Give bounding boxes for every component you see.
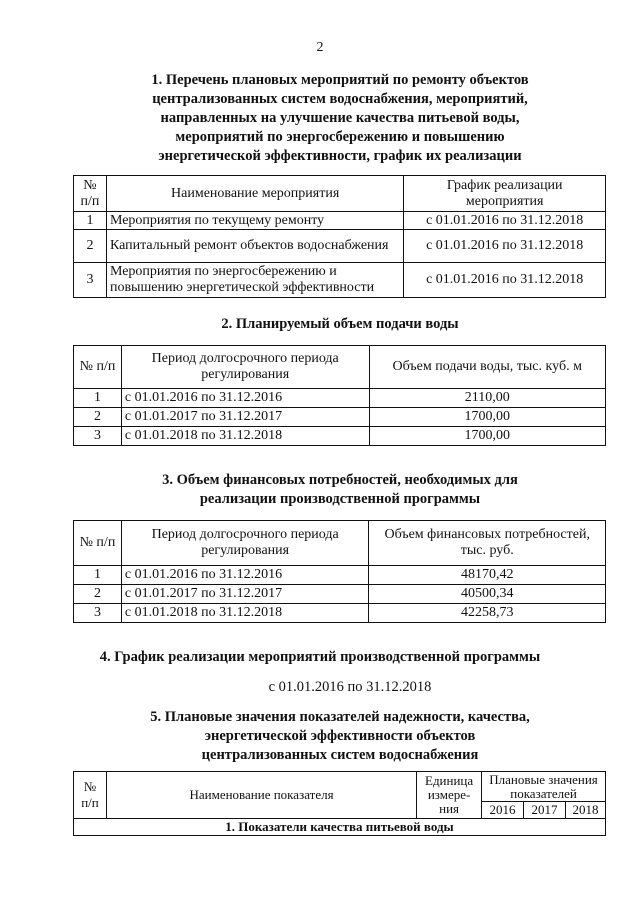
header-year: 2018 xyxy=(565,802,605,819)
section3-table xyxy=(73,520,606,623)
section1-title-line: мероприятий по энергосбережению и повышению xyxy=(175,129,505,145)
header-period: Период долгосрочного периода регулирования xyxy=(121,346,369,389)
section5-table xyxy=(73,771,606,836)
row-period: с 01.01.2017 по 31.12.2017 xyxy=(121,585,369,604)
row-num: 1 xyxy=(74,566,122,585)
section4-period: с 01.01.2016 по 31.12.2018 xyxy=(268,679,432,695)
row-schedule: с 01.01.2016 по 31.12.2018 xyxy=(404,212,606,230)
row-num: 2 xyxy=(74,408,122,427)
header-period: Период долгосрочного периода регулирования xyxy=(121,521,369,566)
section4-title: 4. График реализации мероприятий производственной программы xyxy=(99,649,541,665)
table-row xyxy=(74,389,606,408)
table-row xyxy=(74,427,606,446)
row-schedule: с 01.01.2016 по 31.12.2018 xyxy=(404,263,606,298)
row-period: с 01.01.2016 по 31.12.2016 xyxy=(121,389,369,408)
row-volume: 1700,00 xyxy=(369,408,606,427)
section1-title-line: энергетической эффективности, график их реализации xyxy=(158,148,522,164)
row-name: Мероприятия по энергосбережению и повышению энергетической эффективности xyxy=(106,263,403,298)
header-schedule: График реализации мероприятия xyxy=(404,176,606,212)
header-num: № п/п xyxy=(74,521,122,566)
header-planned-values: Плановые значения показателей xyxy=(482,772,606,802)
section5-title-line: 5. Плановые значения показателей надежности, качества, xyxy=(150,709,530,725)
section5-title-line: энергетической эффективности объектов xyxy=(204,728,476,744)
section1-title-line: 1. Перечень плановых мероприятий по ремонту объектов xyxy=(151,72,529,88)
row-finance: 42258,73 xyxy=(369,604,606,623)
table-row xyxy=(74,585,606,604)
row-period: с 01.01.2016 по 31.12.2016 xyxy=(121,566,369,585)
section3-title-line: реализации производственной программы xyxy=(199,491,481,507)
header-year: 2017 xyxy=(524,802,566,819)
header-num: № п/п xyxy=(74,176,107,212)
row-volume: 2110,00 xyxy=(369,389,606,408)
section3-title xyxy=(0,471,640,509)
row-name: Капитальный ремонт объектов водоснабжения xyxy=(106,230,403,263)
table-row xyxy=(74,230,606,263)
section1-table xyxy=(73,175,606,298)
section2-table xyxy=(73,345,606,446)
row-num: 2 xyxy=(74,585,122,604)
header-finance: Объем финансовых потребностей, тыс. руб. xyxy=(369,521,606,566)
row-num: 3 xyxy=(74,263,107,298)
section1-title-line: направленных на улучшение качества питьевой воды, xyxy=(160,110,520,126)
row-period: с 01.01.2017 по 31.12.2017 xyxy=(121,408,369,427)
row-num: 1 xyxy=(74,212,107,230)
table-row xyxy=(74,408,606,427)
header-name: Наименование мероприятия xyxy=(106,176,403,212)
row-schedule: с 01.01.2016 по 31.12.2018 xyxy=(404,230,606,263)
row-period: с 01.01.2018 по 31.12.2018 xyxy=(121,427,369,446)
row-finance: 40500,34 xyxy=(369,585,606,604)
table-row xyxy=(74,566,606,585)
row-finance: 48170,42 xyxy=(369,566,606,585)
table-row xyxy=(74,604,606,623)
row-num: 3 xyxy=(74,604,122,623)
table-row xyxy=(74,212,606,230)
header-indicator-name: Наименование показателя xyxy=(106,772,416,819)
section1-title xyxy=(0,71,640,166)
row-num: 3 xyxy=(74,427,122,446)
section2-title: 2. Планируемый объем подачи воды xyxy=(221,316,459,332)
section5-title-line: централизованных систем водоснабжения xyxy=(201,747,479,763)
row-volume: 1700,00 xyxy=(369,427,606,446)
header-num: № п/п xyxy=(74,772,107,819)
row-name: Мероприятия по текущему ремонту xyxy=(106,212,403,230)
subsection-title: 1. Показатели качества питьевой воды xyxy=(74,819,606,836)
row-num: 1 xyxy=(74,389,122,408)
header-unit: Единица измере-ния xyxy=(417,772,482,819)
header-year: 2016 xyxy=(482,802,524,819)
row-period: с 01.01.2018 по 31.12.2018 xyxy=(121,604,369,623)
section3-title-line: 3. Объем финансовых потребностей, необходимых для xyxy=(162,472,518,488)
header-num: № п/п xyxy=(74,346,122,389)
section1-title-line: централизованных систем водоснабжения, мероприятий, xyxy=(152,91,528,107)
row-num: 2 xyxy=(74,230,107,263)
page-number: 2 xyxy=(316,40,324,55)
table-row xyxy=(74,263,606,298)
header-volume: Объем подачи воды, тыс. куб. м xyxy=(369,346,606,389)
section5-title xyxy=(0,708,640,765)
